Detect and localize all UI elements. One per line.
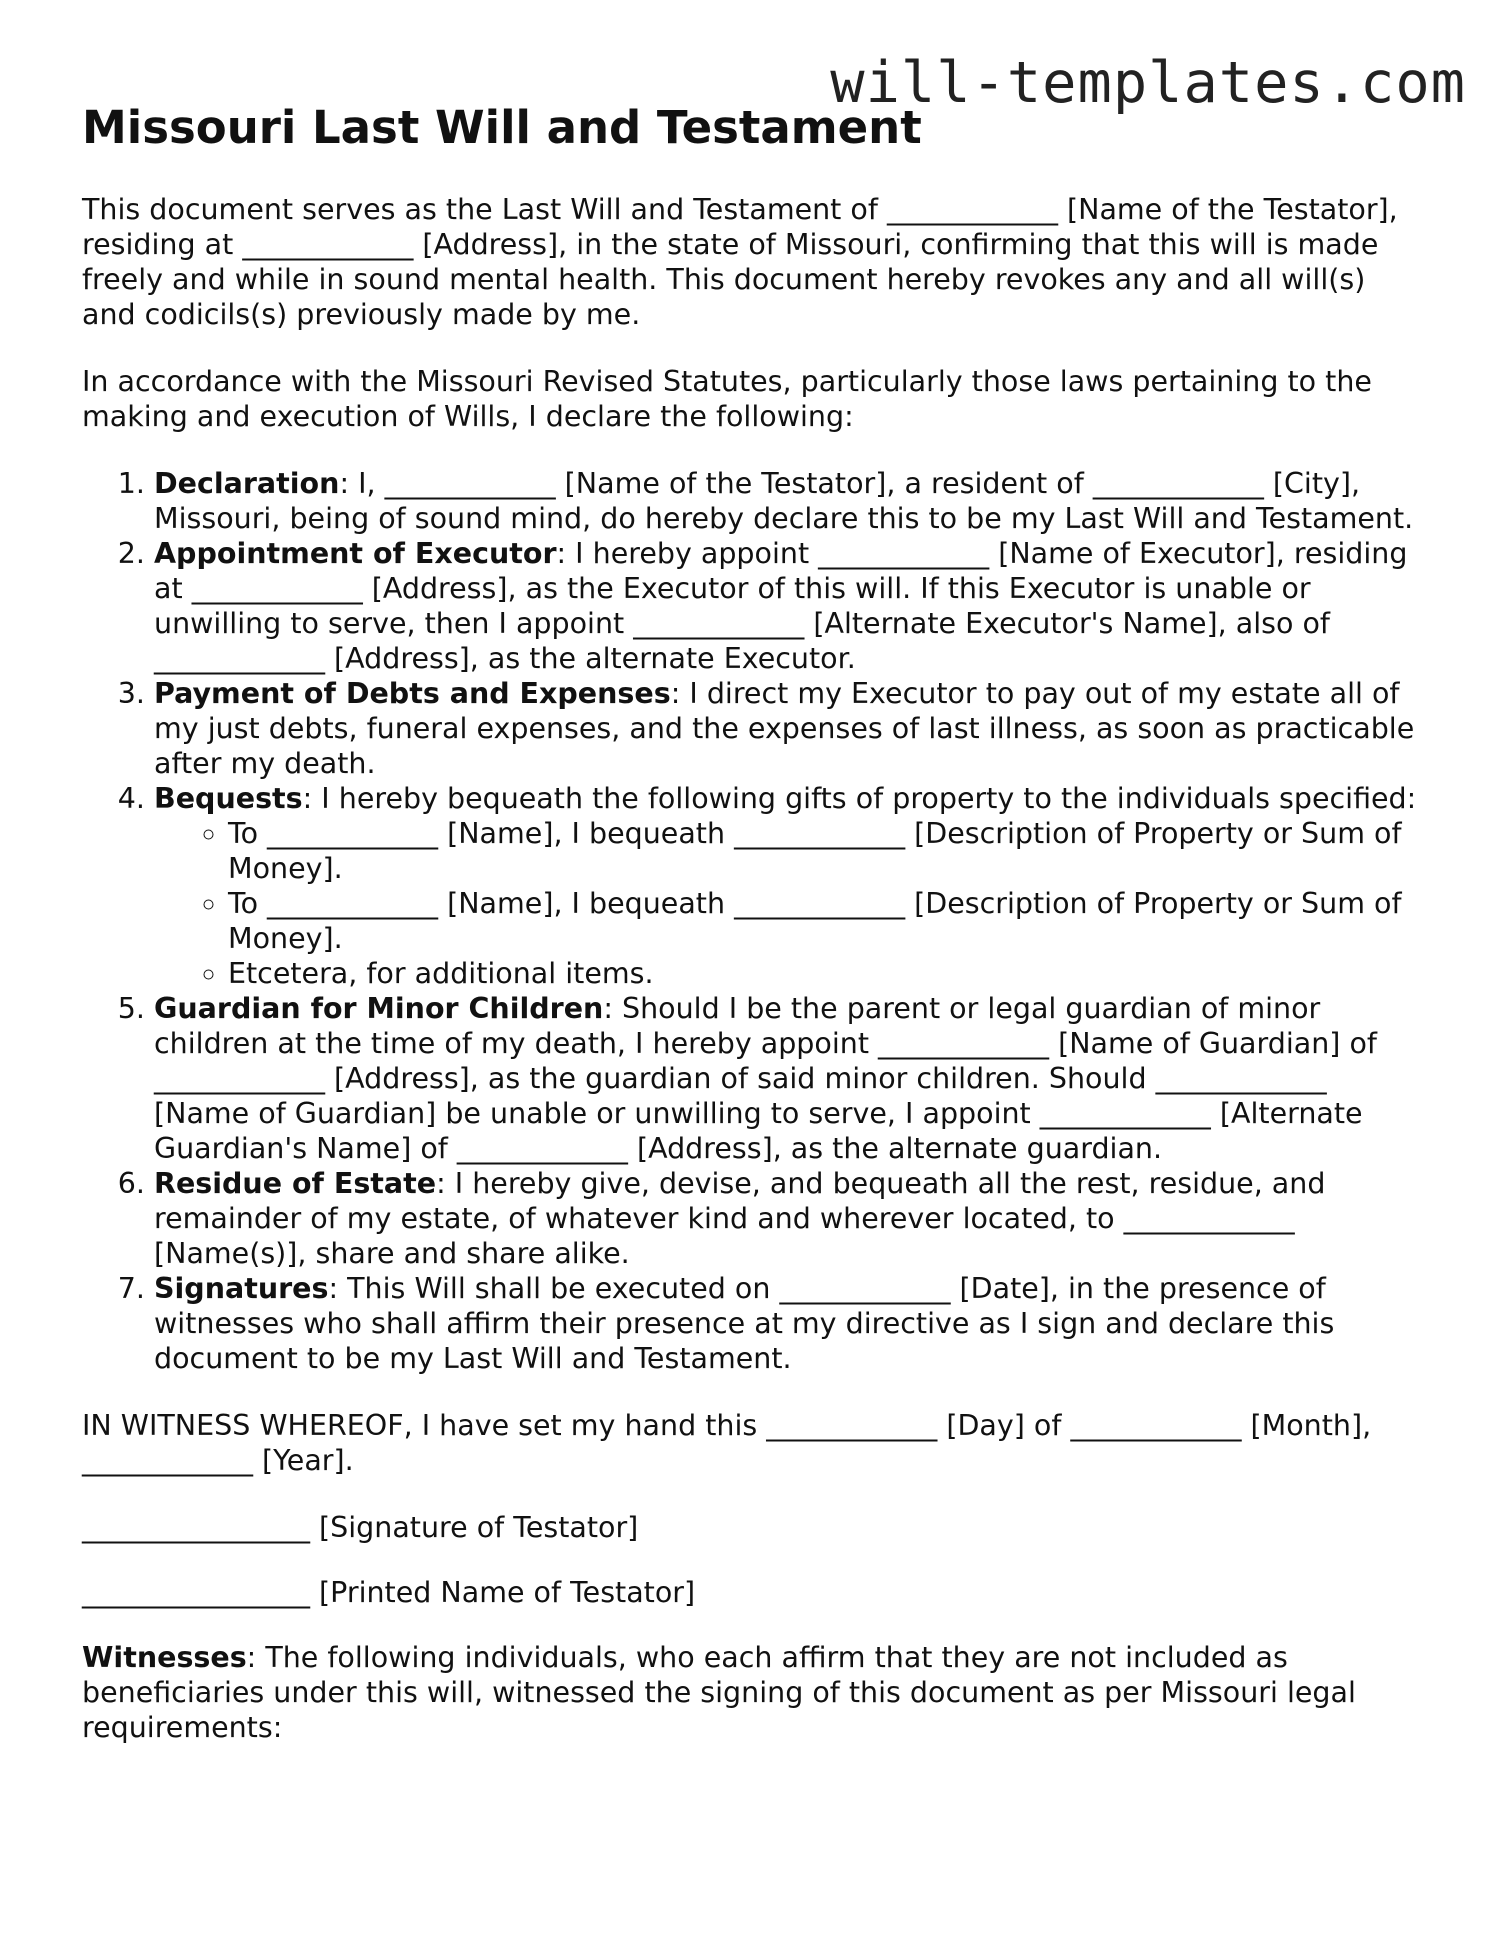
section-heading: Residue of Estate — [154, 1167, 437, 1201]
witnesses-text: : The following individuals, who each affirm that they are not included as beneficiaries under this will, witnessed the signing of this document as per Missouri legal requirements: — [82, 1641, 1356, 1745]
bequest-item: ◦ To ____________ [Name], I bequeath ____________ [Description of Property or Sum of Money]. — [228, 886, 1422, 956]
document-page — [82, 100, 1422, 1777]
section-text: : This Will shall be executed on ____________ [Date], in the presence of witnesses who shall affirm their presence at my directive as I sign and declare this document to be my Last Will and Testament. — [154, 1272, 1335, 1376]
section-text: : Should I be the parent or legal guardian of minor children at the time of my death, I hereby appoint ____________ [Name of Guardian] of ____________ [Address], as the guardian of said minor children. Should ____________ [Name of Guardian] be unable or unwilling to serve, I appoint ____________ [Alternate Guardian's Name] of ____________ [Address], as the alternate guardian. — [154, 992, 1377, 1166]
bequest-item: ◦ Etcetera, for additional items. — [228, 956, 1422, 991]
section-text: : I hereby appoint ____________ [Name of Executor], residing at ____________ [Address], as the Executor of this will. If this Executor is unable or unwilling to serve, then I appoint ____________ [Alternate Executor's Name], also of ____________ [Address], as the alternate Executor. — [154, 537, 1408, 676]
section-heading: Signatures — [154, 1272, 329, 1306]
section-heading: Bequests — [154, 782, 303, 816]
section-text: : I direct my Executor to pay out of my estate all of my just debts, funeral expenses, and the expenses of last illness, as soon as practicable after my death. — [154, 677, 1415, 781]
bequest-list — [154, 816, 1422, 991]
witnesses-heading: Witnesses — [82, 1641, 247, 1675]
section-signatures — [154, 1271, 1422, 1376]
section-guardian — [154, 991, 1422, 1166]
signature-line: ________________ [Signature of Testator] — [82, 1511, 639, 1545]
section-residue — [154, 1166, 1422, 1271]
section-declaration — [154, 466, 1422, 536]
section-text: : I hereby bequeath the following gifts of property to the individuals specified: — [302, 782, 1417, 816]
watermark: will-templates.com — [830, 50, 1466, 116]
section-heading: Payment of Debts and Expenses — [154, 677, 671, 711]
section-heading: Guardian for Minor Children — [154, 992, 604, 1026]
section-bequests — [154, 781, 1422, 991]
section-executor — [154, 536, 1422, 676]
section-heading: Declaration — [154, 467, 340, 501]
page-title: Missouri Last Will and Testament — [82, 101, 922, 154]
intro-paragraph-1: This document serves as the Last Will and Testament of ____________ [Name of the Testator], residing at ____________ [Address], in the state of Missouri, confirming that this will is made freely and while in sound mental health. This document hereby revokes any and all will(s) and codicils(s) previously made by me. — [82, 193, 1398, 332]
section-debts — [154, 676, 1422, 781]
bequest-item: ◦ To ____________ [Name], I bequeath ____________ [Description of Property or Sum of Money]. — [228, 816, 1422, 886]
witness-whereof-paragraph: IN WITNESS WHEREOF, I have set my hand this ____________ [Day] of ____________ [Month], ____________ [Year]. — [82, 1409, 1372, 1478]
witnesses-paragraph — [82, 1640, 1422, 1745]
will-sections-list — [82, 466, 1422, 1376]
section-text: : I, ____________ [Name of the Testator], a resident of ____________ [City], Missouri, being of sound mind, do hereby declare this to be my Last Will and Testament. — [154, 467, 1414, 536]
section-heading: Appointment of Executor — [154, 537, 557, 571]
printed-name-line: ________________ [Printed Name of Testator] — [82, 1576, 696, 1610]
intro-paragraph-2: In accordance with the Missouri Revised Statutes, particularly those laws pertaining to the making and execution of Wills, I declare the following: — [82, 365, 1372, 434]
section-text: : I hereby give, devise, and bequeath all the rest, residue, and remainder of my estate, of whatever kind and wherever located, to ____________ [Name(s)], share and share alike. — [154, 1167, 1326, 1271]
